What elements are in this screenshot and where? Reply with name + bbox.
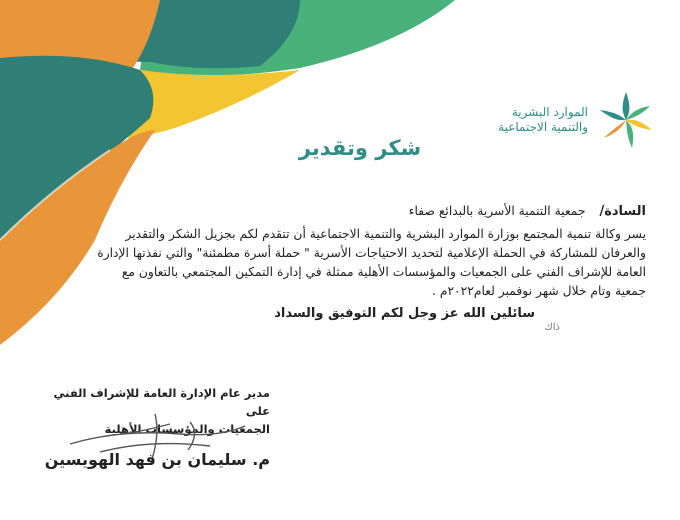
certificate-title: شكر وتقدير bbox=[298, 136, 422, 160]
ministry-name-line1: الموارد البشرية bbox=[511, 105, 588, 119]
signatory-title-line1: مدير عام الإدارة العامة للإشراف الفني على bbox=[53, 386, 270, 418]
signatory-title-line2: الجمعيات والمؤسسات الأهلية bbox=[104, 422, 270, 436]
addressee-label: السادة/ bbox=[599, 204, 646, 219]
addressee-name: جمعية التنمية الأسرية بالبدائع صفاء bbox=[408, 204, 586, 218]
ministry-star-icon bbox=[594, 88, 658, 152]
signature-block bbox=[40, 384, 270, 469]
letter-body bbox=[36, 202, 646, 301]
closing-line: سائلين الله عز وجل لكم التوفيق والسداد bbox=[274, 306, 535, 321]
ministry-name-line2: والتنمية الاجتماعية bbox=[498, 120, 588, 134]
note-text: ذاك bbox=[544, 322, 560, 333]
signatory-name: م. سليمان بن فهد الهويسين bbox=[44, 450, 270, 469]
addressee-line bbox=[36, 202, 646, 221]
thanks-paragraph: يسر وكالة تنمية المجتمع بوزارة الموارد البشرية والتنمية الاجتماعية أن تتقدم لكم بجزيل الشكر والتقدير والعرفان للمشاركة في الحملة الإعلامية لتحديد الاحتياجات الأسرية " حملة أسرة مطمئنة" والتي نفذتها الإدارة العامة للإشراف الفني على الجمعيات والمؤسسات الأهلية ممثلة في إدارة التمكين المجتمعي بالتعاون مع جمعية وتام خلال شهر نوفمبر لعام٢٠٢٢م . bbox=[97, 227, 646, 298]
ministry-logo bbox=[498, 88, 658, 152]
yellow-curve bbox=[128, 70, 300, 140]
ministry-name bbox=[498, 105, 588, 135]
